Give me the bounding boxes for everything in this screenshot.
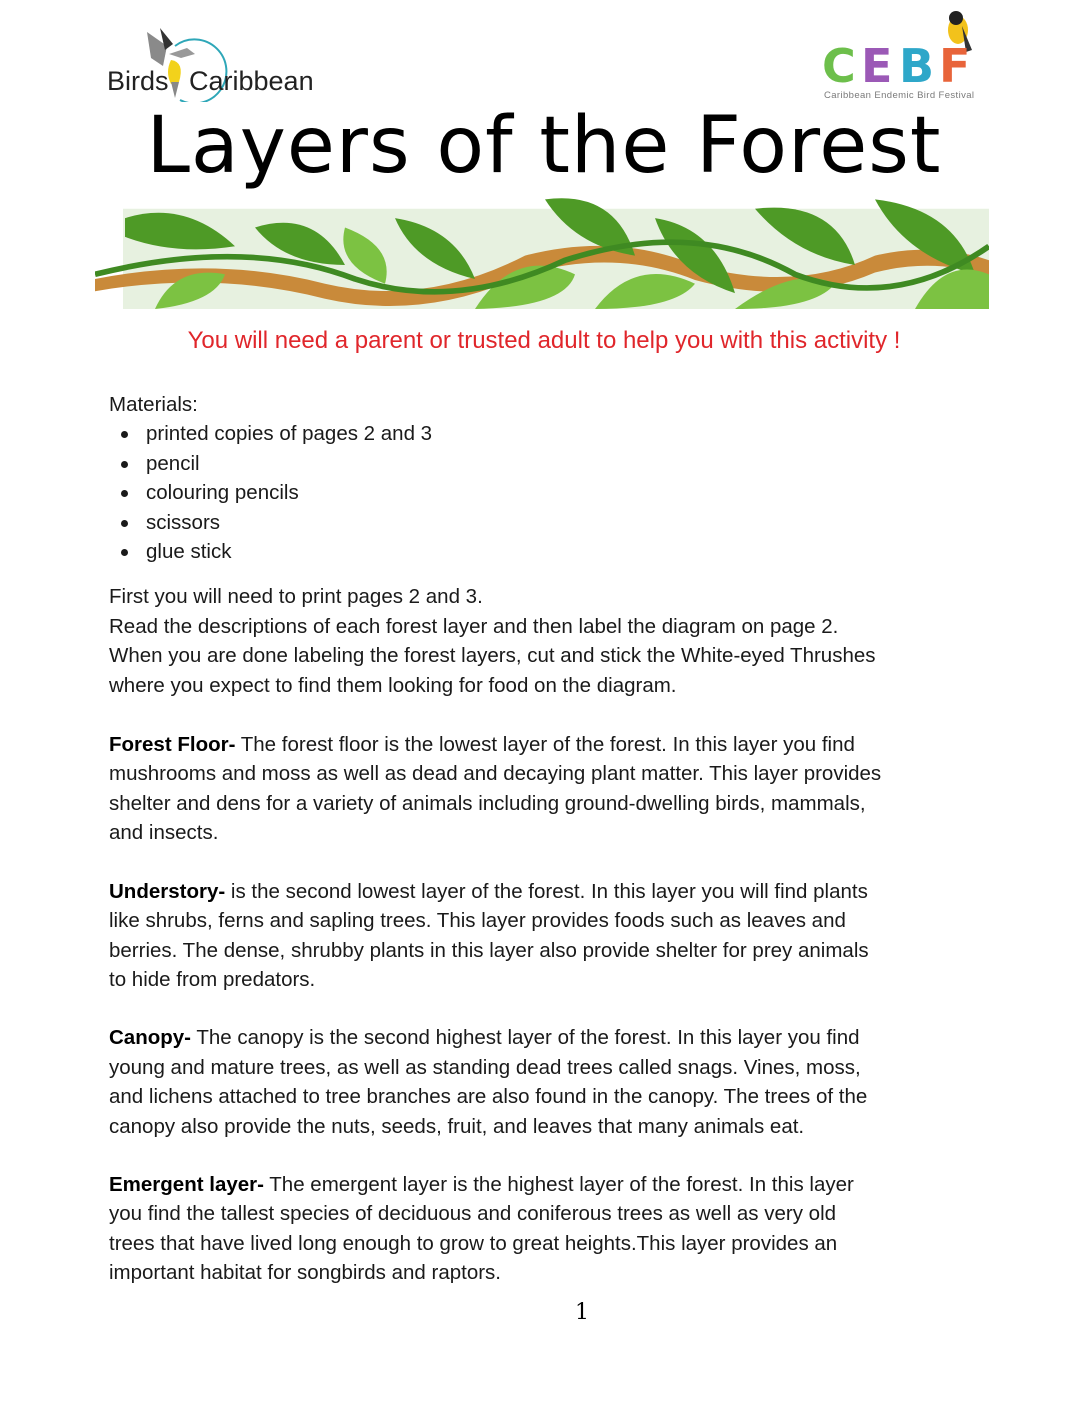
text-line: young and mature trees, as well as standing dead trees called snags. Vines, moss,: [109, 1055, 861, 1079]
page-number: 1: [575, 1299, 589, 1325]
layer-term: Emergent layer-: [109, 1172, 264, 1196]
text-line: to hide from predators.: [109, 967, 316, 991]
svg-text:B: B: [899, 39, 935, 93]
text-line: trees that have lived long enough to grow to great heights.This layer provides an: [109, 1231, 838, 1255]
birdscaribbean-logo: [105, 26, 320, 102]
text-line: and lichens attached to tree branches are also found in the canopy. The trees of the: [109, 1085, 868, 1109]
text-line: [109, 730, 1069, 759]
list-item: scissors: [109, 508, 1069, 537]
text-line: like shrubs, ferns and sapling trees. This layer provides foods such as leaves and: [109, 909, 846, 933]
text-line: [109, 877, 1069, 906]
materials-list: [109, 419, 1069, 566]
text-line: berries. The dense, shrubby plants in this layer also provide shelter for prey animals: [109, 938, 869, 962]
text-span: The canopy is the second highest layer of the forest. In this layer you find: [191, 1026, 860, 1050]
text-line: canopy also provide the nuts, seeds, fruit, and leaves that many animals eat.: [109, 1114, 805, 1138]
layer-term: Understory-: [109, 879, 226, 903]
svg-text:F: F: [939, 39, 971, 93]
list-item: pencil: [109, 449, 1069, 478]
list-item: glue stick: [109, 537, 1069, 566]
body-text: [109, 390, 1069, 1327]
text-span: The forest floor is the lowest layer of the forest. In this layer you find: [235, 733, 855, 757]
text-line: shelter and dens for a variety of animals including ground-dwelling birds, mammals,: [109, 791, 866, 815]
forest-floor-paragraph: [109, 730, 1069, 848]
intro-paragraph: [109, 582, 1069, 700]
layer-term: Forest Floor-: [109, 733, 236, 757]
text-line: [109, 1023, 1069, 1052]
text-line: [109, 1170, 1069, 1199]
text-span: is the second lowest layer of the forest. In this layer you will find plants: [225, 879, 868, 903]
text-line: Read the descriptions of each forest layer and then label the diagram on page 2.: [109, 614, 839, 638]
canopy-paragraph: [109, 1023, 1069, 1141]
emergent-layer-paragraph: [109, 1170, 1069, 1288]
svg-text:E: E: [861, 39, 893, 93]
understory-paragraph: [109, 877, 1069, 995]
text-line: where you expect to find them looking for food on the diagram.: [109, 673, 677, 697]
svg-text:Caribbean: Caribbean: [189, 66, 314, 96]
text-line: important habitat for songbirds and raptors.: [109, 1261, 501, 1285]
text-line: and insects.: [109, 821, 219, 845]
svg-text:C: C: [822, 39, 856, 93]
text-line: When you are done labeling the forest layers, cut and stick the White-eyed Thrushes: [109, 644, 876, 668]
list-item: printed copies of pages 2 and 3: [109, 419, 1069, 448]
page-title: Layers of the Forest: [146, 101, 942, 191]
text-line: mushrooms and moss as well as dead and decaying plant matter. This layer provides: [109, 762, 882, 786]
svg-text:Caribbean Endemic Bird Festiva: Caribbean Endemic Bird Festival: [824, 90, 974, 101]
text-line: you find the tallest species of deciduous and coniferous trees as well as very old: [109, 1202, 837, 1226]
cebf-logo: [820, 8, 980, 102]
layer-term: Canopy-: [109, 1026, 191, 1050]
materials-section: [109, 390, 1069, 566]
text-line: First you will need to print pages 2 and 3.: [109, 585, 483, 609]
materials-heading: Materials:: [109, 393, 198, 416]
jungle-vine-banner: [95, 190, 989, 309]
list-item: colouring pencils: [109, 478, 1069, 507]
adult-supervision-notice: You will need a parent or trusted adult to help you with this activity !: [187, 327, 901, 354]
svg-text:Birds: Birds: [107, 66, 169, 96]
text-span: The emergent layer is the highest layer of the forest. In this layer: [263, 1172, 854, 1196]
bird-logo-icon: [105, 26, 320, 102]
